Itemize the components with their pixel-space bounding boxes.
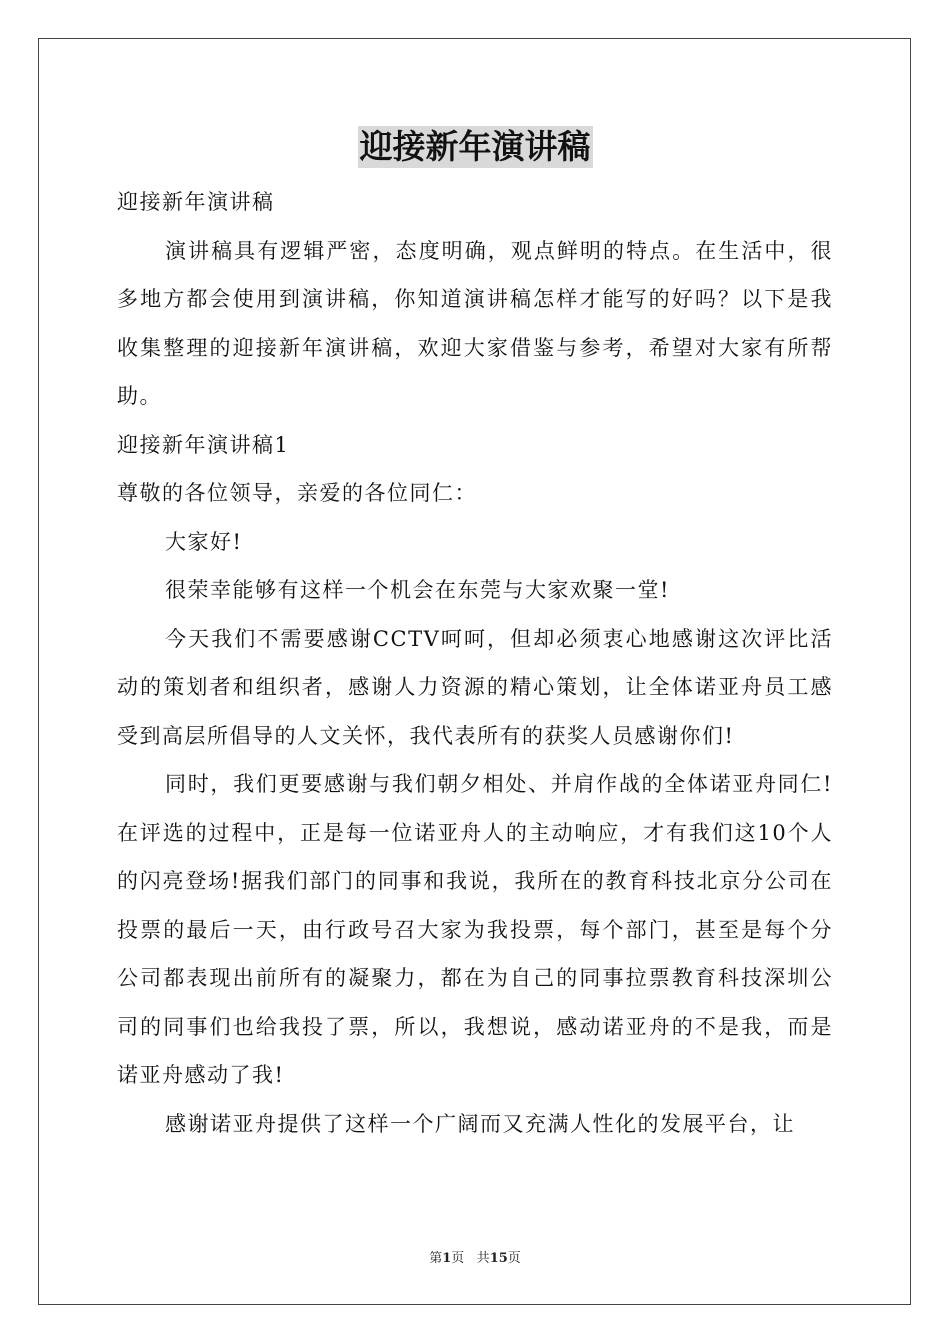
paragraph-greeting: 大家好!: [165, 529, 243, 554]
paragraph-thanks: 今天我们不需要感谢CCTV呵呵，但却必须衷心地感谢这次评比活动的策划者和组织者，感谢人力资源的精心策划，让全体诺亚舟员工感受到高层所倡导的人文关怀，我代表所有的获奖人员感谢你们!: [117, 626, 833, 748]
paragraph-subheading: 迎接新年演讲稿1: [117, 432, 290, 457]
document-title: 迎接新年演讲稿: [359, 127, 591, 166]
paragraph-heading: 迎接新年演讲稿: [117, 190, 275, 214]
paragraph-intro: 演讲稿具有逻辑严密，态度明确，观点鲜明的特点。在生活中，很多地方都会使用到演讲稿，你知道演讲稿怎样才能写的好吗？以下是我收集整理的迎接新年演讲稿，欢迎大家借鉴与参考，希望对大家有所帮助。: [117, 238, 833, 408]
document-body: [117, 178, 833, 1148]
footer-total-pages: 15: [489, 1251, 508, 1266]
paragraph-honor: 很荣幸能够有这样一个机会在东莞与大家欢聚一堂!: [165, 578, 670, 602]
footer-page-suffix: 页: [451, 1251, 465, 1266]
paragraph-colleagues: 同时，我们更要感谢与我们朝夕相处、并肩作战的全体诺亚舟同仁!在评选的过程中，正是每一位诺亚舟人的主动响应，才有我们这10个人的闪亮登场!据我们部门的同事和我说，我所在的教育科技北京分公司在投票的最后一天，由行政号召大家为我投票，每个部门，甚至是每个分公司都表现出前所有的凝聚力，都在为自己的同事拉票教育科技深圳公司的同事们也给我投了票，所以，我想说，感动诺亚舟的不是我，而是诺亚舟感动了我!: [117, 772, 833, 1087]
footer-total-suffix: 页: [507, 1251, 521, 1266]
footer-total-prefix: 共: [476, 1251, 490, 1266]
document-title-container: [0, 126, 950, 168]
paragraph-platform: 感谢诺亚舟提供了这样一个广阔而又充满人性化的发展平台，让: [165, 1111, 795, 1136]
paragraph-salutation: 尊敬的各位领导，亲爱的各位同仁：: [117, 481, 477, 505]
page-footer: [0, 1247, 950, 1266]
footer-page-prefix: 第: [429, 1251, 443, 1266]
footer-page-number: 1: [442, 1251, 452, 1266]
